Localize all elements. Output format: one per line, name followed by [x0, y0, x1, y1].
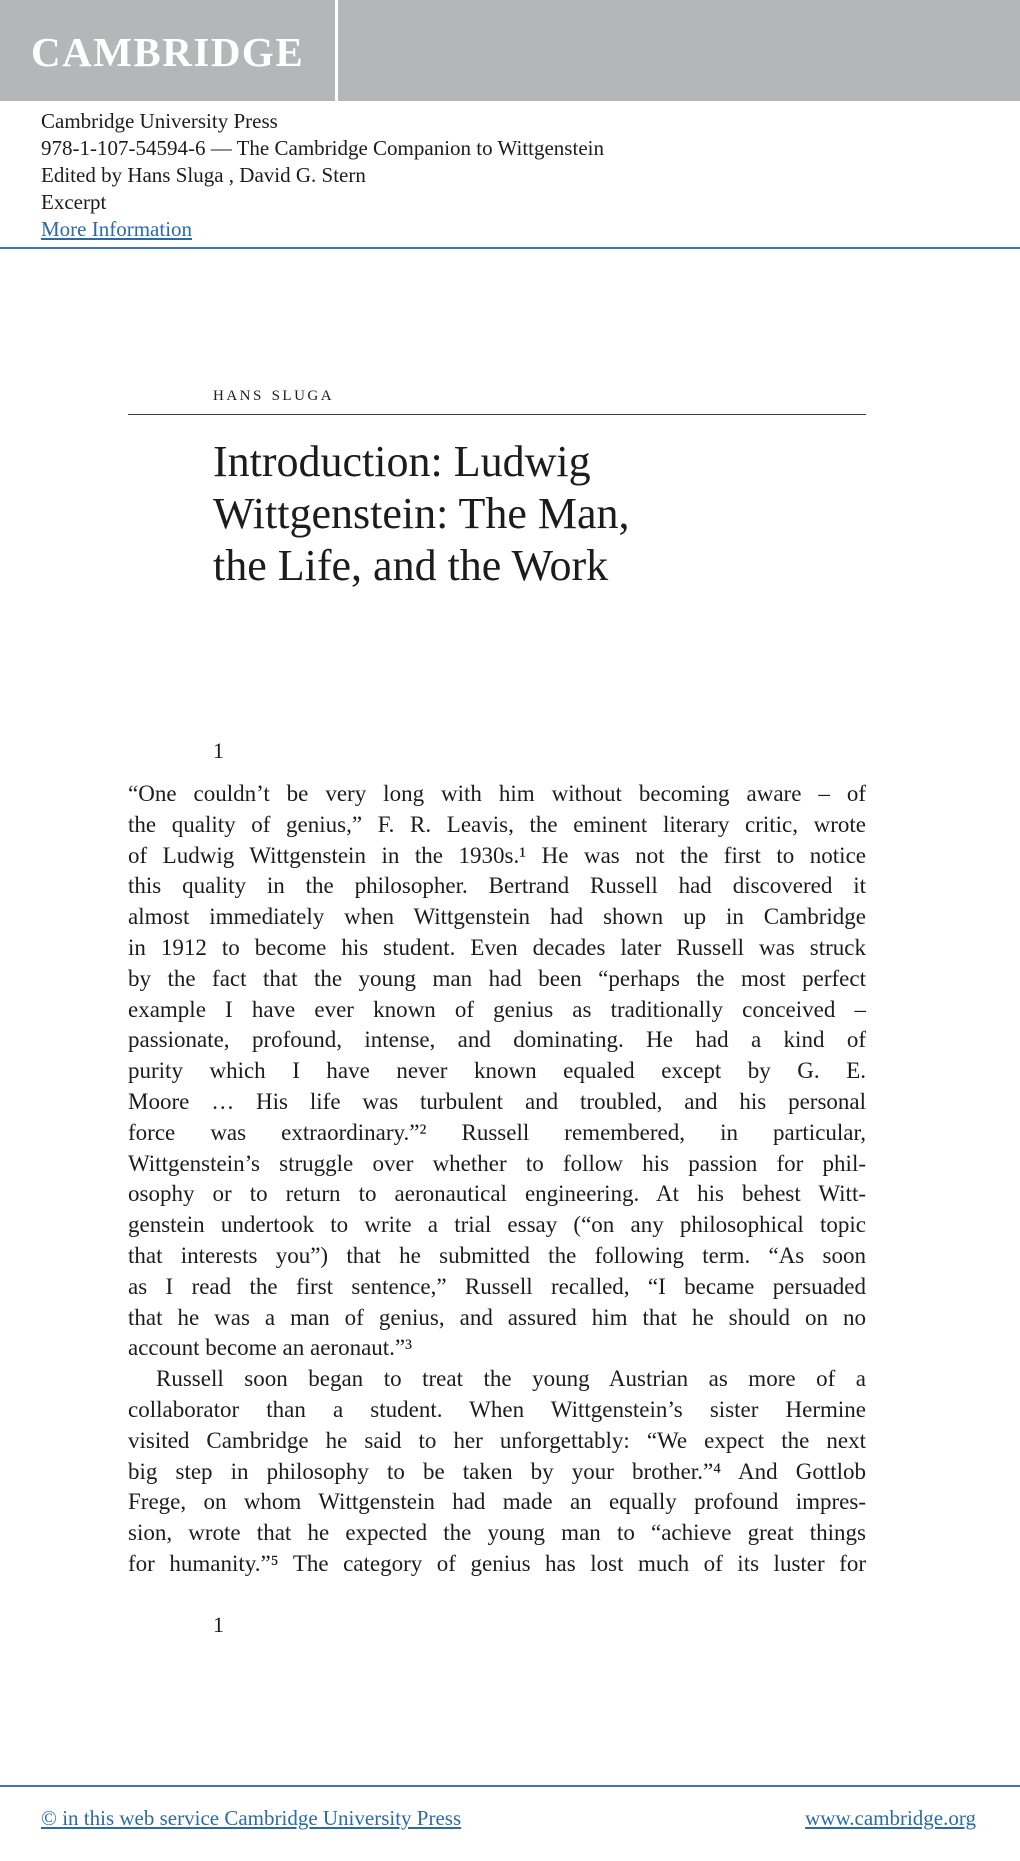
text-line: genstein undertook to write a trial essay (“on any philosophical topic: [128, 1212, 866, 1238]
text-line: Frege, on whom Wittgenstein had made an equally profound impres-: [128, 1489, 866, 1515]
text-line: example I have ever known of genius as traditionally conceived –: [128, 996, 866, 1022]
isbn-title: 978-1-107-54594-6 — The Cambridge Companion to Wittgenstein: [41, 136, 604, 160]
text-line: big step in philosophy to be taken by your brother.”⁴ And Gottlob: [128, 1458, 866, 1484]
brand-divider: [335, 0, 338, 101]
section-number: 1: [213, 738, 224, 763]
text-line: “One couldn’t be very long with him without becoming aware – of: [128, 781, 866, 806]
text-line: the quality of genius,” F. R. Leavis, the eminent literary critic, wrote: [128, 811, 866, 837]
text-line: collaborator than a student. When Wittgenstein’s sister Hermine: [128, 1396, 866, 1422]
copyright-link[interactable]: © in this web service Cambridge University Press: [41, 1806, 462, 1830]
cambridge-logo: CAMBRIDGE: [31, 29, 305, 75]
text-line: osophy or to return to aeronautical engineering. At his behest Witt-: [128, 1181, 866, 1207]
text-line: account become an aeronaut.”³: [128, 1335, 413, 1361]
more-information-link[interactable]: More Information: [41, 217, 193, 241]
footer: [0, 1806, 1020, 1836]
text-line: this quality in the philosopher. Bertrand Russell had discovered it: [128, 873, 866, 899]
book-metadata: [41, 108, 604, 243]
body-text: [128, 779, 866, 1580]
website-link[interactable]: www.cambridge.org: [805, 1806, 976, 1830]
brand-bar: [0, 0, 1020, 101]
title-line: Wittgenstein: The Man,: [213, 489, 630, 538]
text-line: that interests you”) that he submitted the following term. “As soon: [128, 1242, 866, 1268]
content-type: Excerpt: [41, 190, 107, 214]
text-line: of Ludwig Wittgenstein in the 1930s.¹ He was not the first to notice: [128, 842, 866, 868]
text-line: in 1912 to become his student. Even decades later Russell was struck: [128, 934, 866, 960]
text-line: by the fact that the young man had been “perhaps the most perfect: [128, 965, 866, 991]
title-line: Introduction: Ludwig: [213, 437, 591, 486]
chapter-title: [213, 436, 853, 592]
header-rule: [0, 247, 1020, 249]
author-rule: [128, 414, 866, 415]
text-line: Wittgenstein’s struggle over whether to follow his passion for phil-: [128, 1150, 866, 1176]
text-line: as I read the first sentence,” Russell recalled, “I became persuaded: [128, 1273, 866, 1299]
text-line: Moore … His life was turbulent and troubled, and his personal: [128, 1088, 866, 1114]
text-line: almost immediately when Wittgenstein had shown up in Cambridge: [128, 904, 866, 930]
text-line: Russell soon began to treat the young Austrian as more of a: [156, 1366, 866, 1392]
text-line: visited Cambridge he said to her unforgettably: “We expect the next: [128, 1427, 866, 1453]
text-line: for humanity.”⁵ The category of genius has lost much of its luster for: [128, 1550, 866, 1576]
text-line: purity which I have never known equaled except by G. E.: [128, 1058, 866, 1084]
chapter-author: hans sluga: [213, 381, 335, 405]
editors: Edited by Hans Sluga , David G. Stern: [41, 163, 366, 187]
text-line: passionate, profound, intense, and dominating. He had a kind of: [128, 1027, 866, 1053]
publisher: Cambridge University Press: [41, 109, 278, 133]
text-line: force was extraordinary.”² Russell remembered, in particular,: [128, 1119, 866, 1145]
title-line: the Life, and the Work: [213, 541, 609, 590]
footer-rule: [0, 1785, 1020, 1787]
text-line: that he was a man of genius, and assured him that he should on no: [128, 1304, 866, 1330]
page-number: 1: [213, 1612, 224, 1637]
text-line: sion, wrote that he expected the young man to “achieve great things: [128, 1520, 866, 1546]
